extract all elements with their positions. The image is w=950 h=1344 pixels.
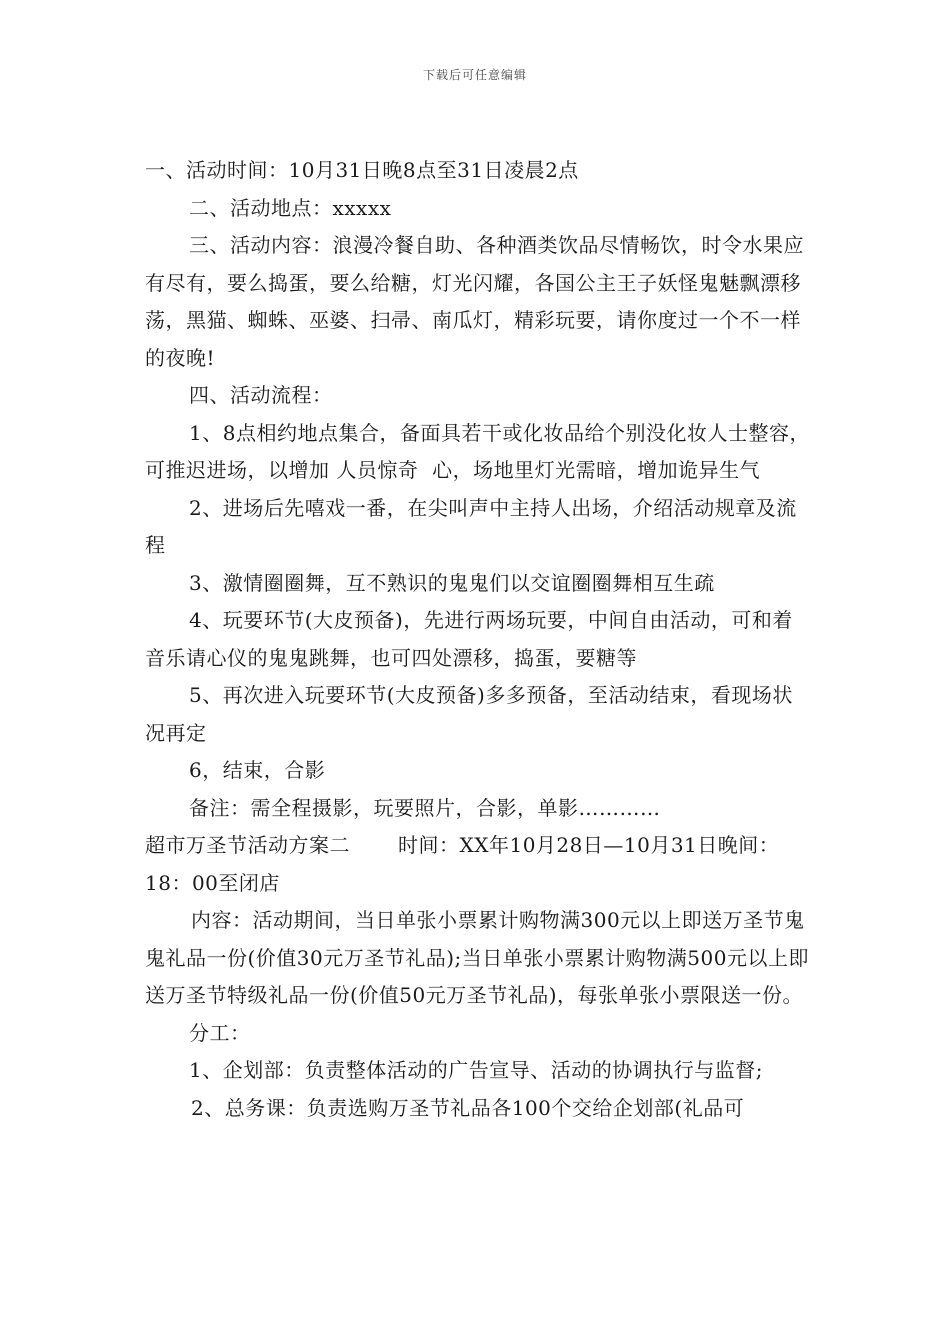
paragraph-step-6: 6，结束，合影: [189, 758, 326, 782]
paragraph-note: 备注：需全程摄影，玩要照片，合影，单影…………: [189, 795, 661, 820]
paragraph-division-1: 1、企划部：负责整体活动的广告宣导、活动的协调执行与监督;: [189, 1058, 763, 1082]
paragraph-activity-content: 三、活动内容：浪漫冷餐自助、各种酒类饮品尽情畅饮，时令水果应有尽有，要么捣蛋，要么给糖，灯光闪耀，各国公主王子妖怪鬼魅飘漂移荡，黑猫、蜘蛛、巫婆、扫帚、南瓜灯，精彩玩要，请你度过一个不一样的夜晚!: [145, 233, 804, 370]
paragraph-division-2: 2、总务课：负责选购万圣节礼品各100个交给企划部(礼品可: [191, 1095, 745, 1120]
paragraph-step-2: 2、进场后先嘻戏一番，在尖叫声中主持人出场，介绍活动规章及流程: [145, 495, 797, 557]
paragraph-plan-two-title: 超市万圣节活动方案二 时间：XX年10月28日—10月31日晚间：18：00至闭店: [145, 833, 780, 895]
paragraph-activity-process: 四、活动流程：: [189, 383, 333, 407]
paragraph-step-4: 4、玩要环节(大皮预备)，先进行两场玩要，中间自由活动，可和着音乐请心仪的鬼鬼跳舞，也可四处漂移，捣蛋，要糖等: [145, 608, 793, 670]
paragraph-division-heading: 分工：: [189, 1020, 251, 1045]
paragraph-step-5: 5、再次进入玩要环节(大皮预备)多多预备，至活动结束，看现场状况再定: [145, 683, 793, 745]
document-body: [145, 152, 810, 1127]
paragraph-activity-time: 一、活动时间：10月31日晚8点至31日凌晨2点: [145, 158, 579, 182]
paragraph-activity-location: 二、活动地点：xxxxx: [189, 195, 392, 220]
paragraph-step-3: 3、激情圈圈舞，互不熟识的鬼鬼们以交谊圈圈舞相互生疏: [189, 570, 715, 595]
page-header: 下载后可任意编辑: [422, 68, 527, 82]
paragraph-plan-two-content: 内容：活动期间，当日单张小票累计购物满300元以上即送万圣节鬼鬼礼品一份(价值30元万圣节礼品);当日单张小票累计购物满500元以上即送万圣节特级礼品一份(价值50元万圣节礼品)，每张单张小票限送一份。: [145, 908, 809, 1007]
paragraph-step-1: 1、8点相约地点集合，备面具若干或化妆品给个别没化妆人士整容，可推迟进场，以增加 人员惊奇 心，场地里灯光需暗，增加诡异生气: [145, 420, 810, 482]
